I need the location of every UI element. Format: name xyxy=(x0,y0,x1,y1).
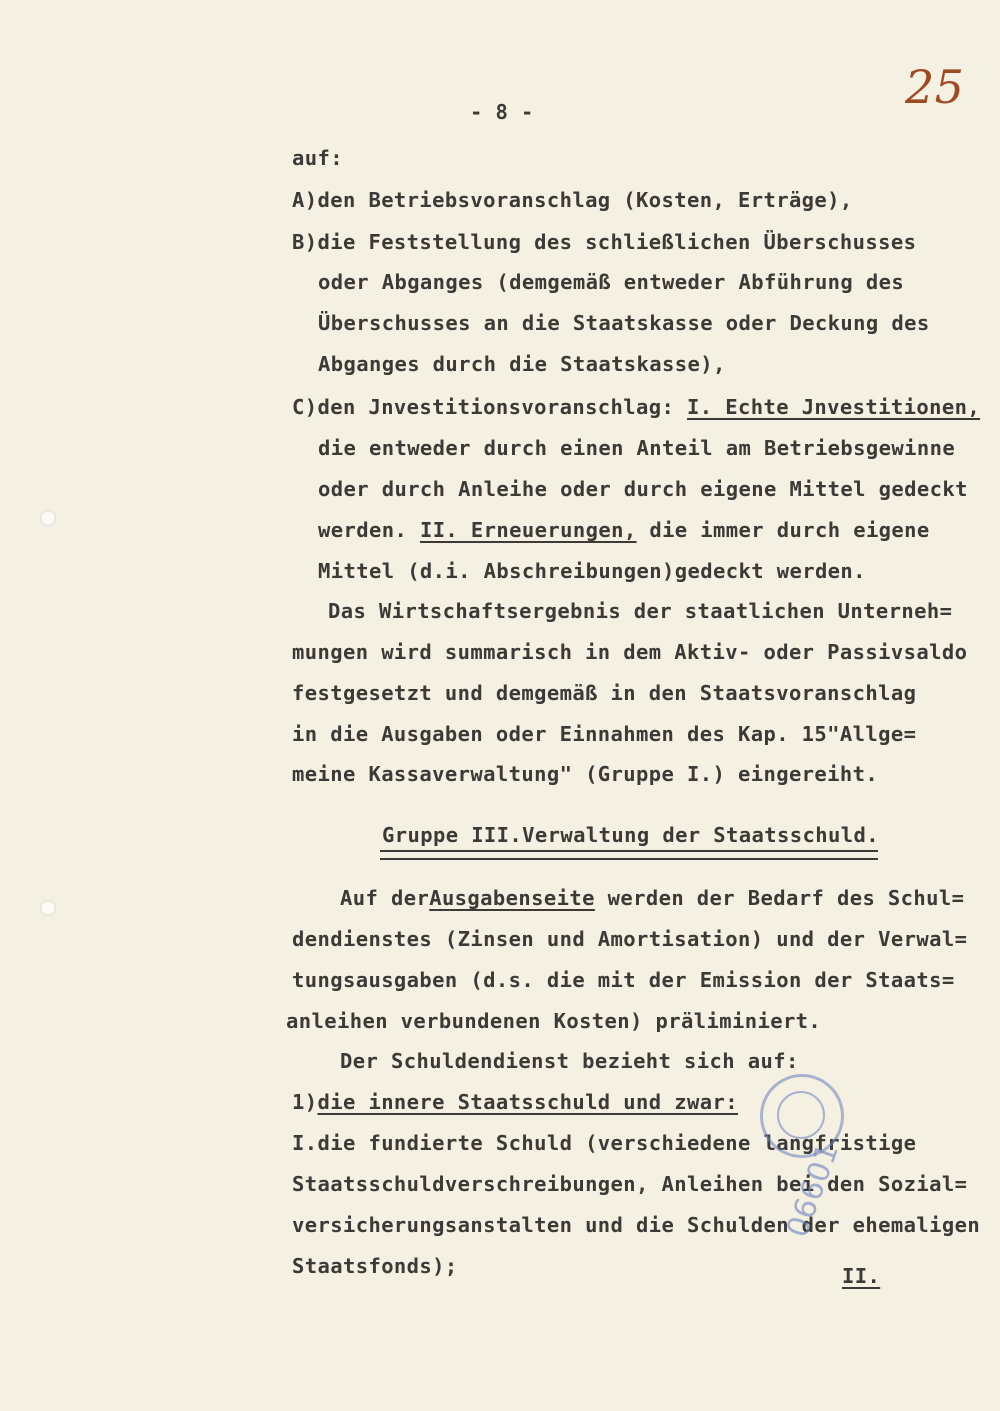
text-line: Staatsschuldverschreibungen, Anleihen bei den Sozial= xyxy=(292,1172,968,1196)
text-line: festgesetzt und demgemäß in den Staatsvoranschlag xyxy=(292,681,917,705)
text-line: Mittel (d.i. Abschreibungen)gedeckt werden. xyxy=(318,559,866,583)
text-segment: die immer durch eigene xyxy=(649,518,930,542)
text-line: Überschusses an die Staatskasse oder Deckung des xyxy=(318,311,930,335)
text-line: die entweder durch einen Anteil am Betriebsgewinne xyxy=(318,436,956,460)
stamp-number: 06601 xyxy=(780,1138,847,1242)
section-heading: Gruppe III.Verwaltung der Staatsschuld. xyxy=(382,823,879,847)
text-line xyxy=(292,1090,738,1114)
text-line: I.die fundierte Schuld (verschiedene langfristige xyxy=(292,1131,917,1155)
page-number: - 8 - xyxy=(470,100,534,124)
underlined-term: Ausgabenseite xyxy=(429,886,595,910)
punch-hole xyxy=(40,900,56,916)
underlined-heading: I. Echte Jnvestitionen, xyxy=(687,395,981,419)
text-segment: Auf der xyxy=(340,886,430,910)
underlined-heading: II. Erneuerungen, xyxy=(419,518,637,542)
text-line: meine Kassaverwaltung" (Gruppe I.) eingereiht. xyxy=(292,762,879,786)
text-segment: 1) xyxy=(292,1090,318,1114)
text-line xyxy=(292,395,980,419)
underlined-heading: die innere Staatsschuld und zwar: xyxy=(317,1090,738,1114)
text-line: Der Schuldendienst bezieht sich auf: xyxy=(340,1049,799,1073)
text-line: oder durch Anleihe oder durch eigene Mittel gedeckt xyxy=(318,477,968,501)
text-line: versicherungsanstalten und die Schulden der ehemaligen xyxy=(292,1213,981,1237)
text-line: tungsausgaben (d.s. die mit der Emission der Staats= xyxy=(292,968,955,992)
text-line: Abganges durch die Staatskasse), xyxy=(318,352,726,376)
text-line xyxy=(318,518,930,542)
heading-double-underline xyxy=(380,850,878,860)
punch-hole xyxy=(40,510,56,526)
text-segment: werden der Bedarf des Schul= xyxy=(607,886,965,910)
text-segment: C)den Jnvestitionsvoranschlag: xyxy=(292,395,675,419)
text-line: auf: xyxy=(292,146,343,170)
text-line: anleihen verbundenen Kosten) präliminiert. xyxy=(286,1009,822,1033)
text-line: A)den Betriebsvoranschlag (Kosten, Erträge), xyxy=(292,188,853,212)
text-line: oder Abganges (demgemäß entweder Abführung des xyxy=(318,270,905,294)
text-line: B)die Feststellung des schließlichen Überschusses xyxy=(292,230,917,254)
text-line: dendienstes (Zinsen und Amortisation) und der Verwal= xyxy=(292,927,968,951)
text-segment: werden. xyxy=(318,518,408,542)
text-line xyxy=(340,886,964,910)
text-line: Das Wirtschaftsergebnis der staatlichen Unterneh= xyxy=(328,599,953,623)
continuation-marker: II. xyxy=(842,1264,881,1288)
text-line: mungen wird summarisch in dem Aktiv- oder Passivsaldo xyxy=(292,640,968,664)
text-line: Staatsfonds); xyxy=(292,1254,458,1278)
stamp-emblem xyxy=(777,1091,825,1139)
text-line: in die Ausgaben oder Einnahmen des Kap. 15"Allge= xyxy=(292,722,917,746)
handwritten-page-number: 25 xyxy=(905,60,965,114)
